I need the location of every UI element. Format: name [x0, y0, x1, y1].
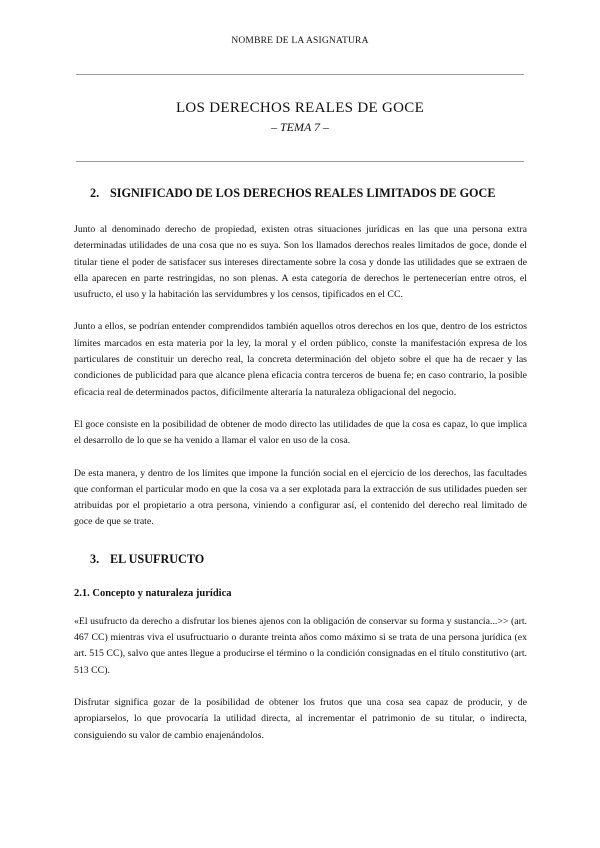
section-title: EL USUFRUCTO [110, 551, 205, 566]
document-title: LOS DERECHOS REALES DE GOCE [175, 100, 425, 116]
paragraph: El goce consiste en la posibilidad de obtener de modo directo las utilidades de que la cosa es capaz, lo que implica el desarrollo de lo que se ha venido a llamar el valor en uso de la cosa. [74, 418, 527, 447]
paragraph: Junto a ellos, se podrían entender comprendidos también aquellos otros derechos en los que, dentro de los estrictos límites marcados en esta materia por la ley, la moral y el orden público, conste la manifestación expresa de los particulares de constituir un derecho real, la concreta determinación del objeto sobre el que ha de recaer y las condiciones de publicidad para que alcance plena eficacia contra terceros de buena fe; en caso contrario, la posible eficacia real de determinados pactos, difícilmente alteraría la naturaleza obligacional del negocio. [74, 321, 527, 398]
paragraph: Junto al denominado derecho de propiedad, existen otras situaciones jurídicas en las que una persona extra determinadas utilidades de una cosa que no es suya. Son los llamados derechos reales limitados de goce, donde el titular tiene el poder de satisfacer sus intereses directamente sobre la cosa y donde las utilidades que se extraen de ella aparecen en parte restringidas, no son plenas. A esta categoría de derechos le pertenecerían entre otros, el usufructo, el uso y la habitación las servidumbres y los censos, tipificados en el CC. [74, 224, 527, 301]
section-title: SIGNIFICADO DE LOS DERECHOS REALES LIMITADOS DE GOCE [110, 186, 496, 200]
section-number: 3. [90, 551, 100, 566]
document-body [74, 186, 527, 760]
document-subtitle: – TEMA 7 – [270, 120, 330, 134]
title-divider [76, 161, 524, 162]
section-heading-usufructo [90, 552, 527, 567]
paragraph: «El usufructo da derecho a disfrutar los bienes ajenos con la obligación de conservar su forma y sustancia...>> (art. 467 CC) mientras viva el usufructuario o durante treinta años como máximo si se trata de una persona jurídica (ex art. 515 CC), salvo que antes llegue a producirse el término o la condición consignadas en el título constitutivo (art. 513 CC). [74, 615, 527, 676]
header-divider [76, 74, 524, 75]
section-heading-significado [90, 186, 527, 201]
paragraph: De esta manera, y dentro de los límites que impone la función social en el ejercicio de los derechos, las facultades que conforman el particular modo en que la cosa va a ser explotada para la extracción de sus utilidades pueden ser atribuidas por el propietario a otra persona, viniendo a configurar así, el contenido del derecho real limitado de goce de que se trate. [74, 467, 527, 528]
subsection-heading: 2.1. Concepto y naturaleza jurídica [74, 587, 232, 599]
paragraph: Disfrutar significa gozar de la posibilidad de obtener los frutos que una cosa sea capaz de producir, y de apropiarselos, lo que provocaría la utilidad directa, al incrementar el patrimonio de su titular, o indirecta, consiguiendo su valor de cambio enajenándolos. [74, 696, 527, 741]
section-number: 2. [90, 186, 100, 200]
page-header: NOMBRE DE LA ASIGNATURA [231, 36, 369, 46]
